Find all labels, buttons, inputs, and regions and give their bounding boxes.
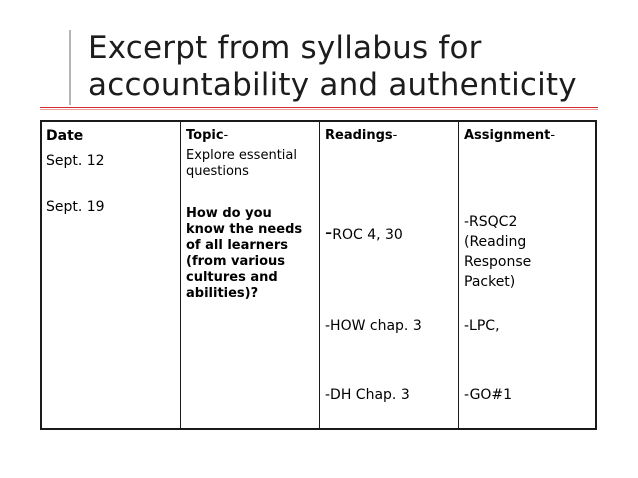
header-topic-suffix: - <box>223 128 229 143</box>
header-topic-label: Topic <box>186 128 224 143</box>
assignment-2: -LPC, <box>464 318 500 334</box>
header-date: Date <box>46 128 84 144</box>
reading-3: -DH Chap. 3 <box>325 387 410 403</box>
assignment-line: Response <box>464 254 532 270</box>
slide-title <box>88 30 577 104</box>
topic-line: cultures and <box>186 270 278 285</box>
syllabus-table <box>40 120 597 430</box>
date-column <box>42 122 181 428</box>
assignment-column <box>458 122 597 428</box>
header-assignment <box>464 128 555 144</box>
header-assignment-suffix: - <box>550 128 556 143</box>
assignment-line: -RSQC2 <box>464 214 518 230</box>
topic-line: How do you <box>186 206 272 221</box>
slide-title-line-1: Excerpt from syllabus for <box>88 30 482 66</box>
assignment-line: (Reading <box>464 234 527 250</box>
reading-1-text: ROC 4, 30 <box>332 227 403 243</box>
topic-line: of all learners <box>186 238 289 253</box>
header-topic <box>186 128 228 144</box>
title-accent-bar <box>69 30 71 105</box>
reading-1 <box>325 220 403 244</box>
title-divider-shadow <box>40 109 598 110</box>
header-readings <box>325 128 397 144</box>
assignment-line: Packet) <box>464 274 516 290</box>
header-readings-suffix: - <box>392 128 398 143</box>
topic-sept-19 <box>186 206 318 302</box>
date-sept-19: Sept. 19 <box>46 199 105 215</box>
reading-2: -HOW chap. 3 <box>325 318 422 334</box>
title-divider <box>40 107 598 108</box>
topic-line: (from various <box>186 254 286 269</box>
topic-line: abilities)? <box>186 286 259 301</box>
topic-sept-12: Explore essential questions <box>186 148 297 179</box>
header-readings-label: Readings <box>325 128 393 143</box>
topic-line: know the needs <box>186 222 303 237</box>
topic-column <box>180 122 320 428</box>
date-sept-12: Sept. 12 <box>46 153 105 169</box>
slide-title-line-2: accountability and authenticity <box>88 67 577 103</box>
assignment-3: -GO#1 <box>464 387 513 403</box>
reading-1-dash: - <box>325 220 333 244</box>
readings-column <box>319 122 459 428</box>
header-assignment-label: Assignment <box>464 128 551 143</box>
assignment-1 <box>464 212 531 292</box>
